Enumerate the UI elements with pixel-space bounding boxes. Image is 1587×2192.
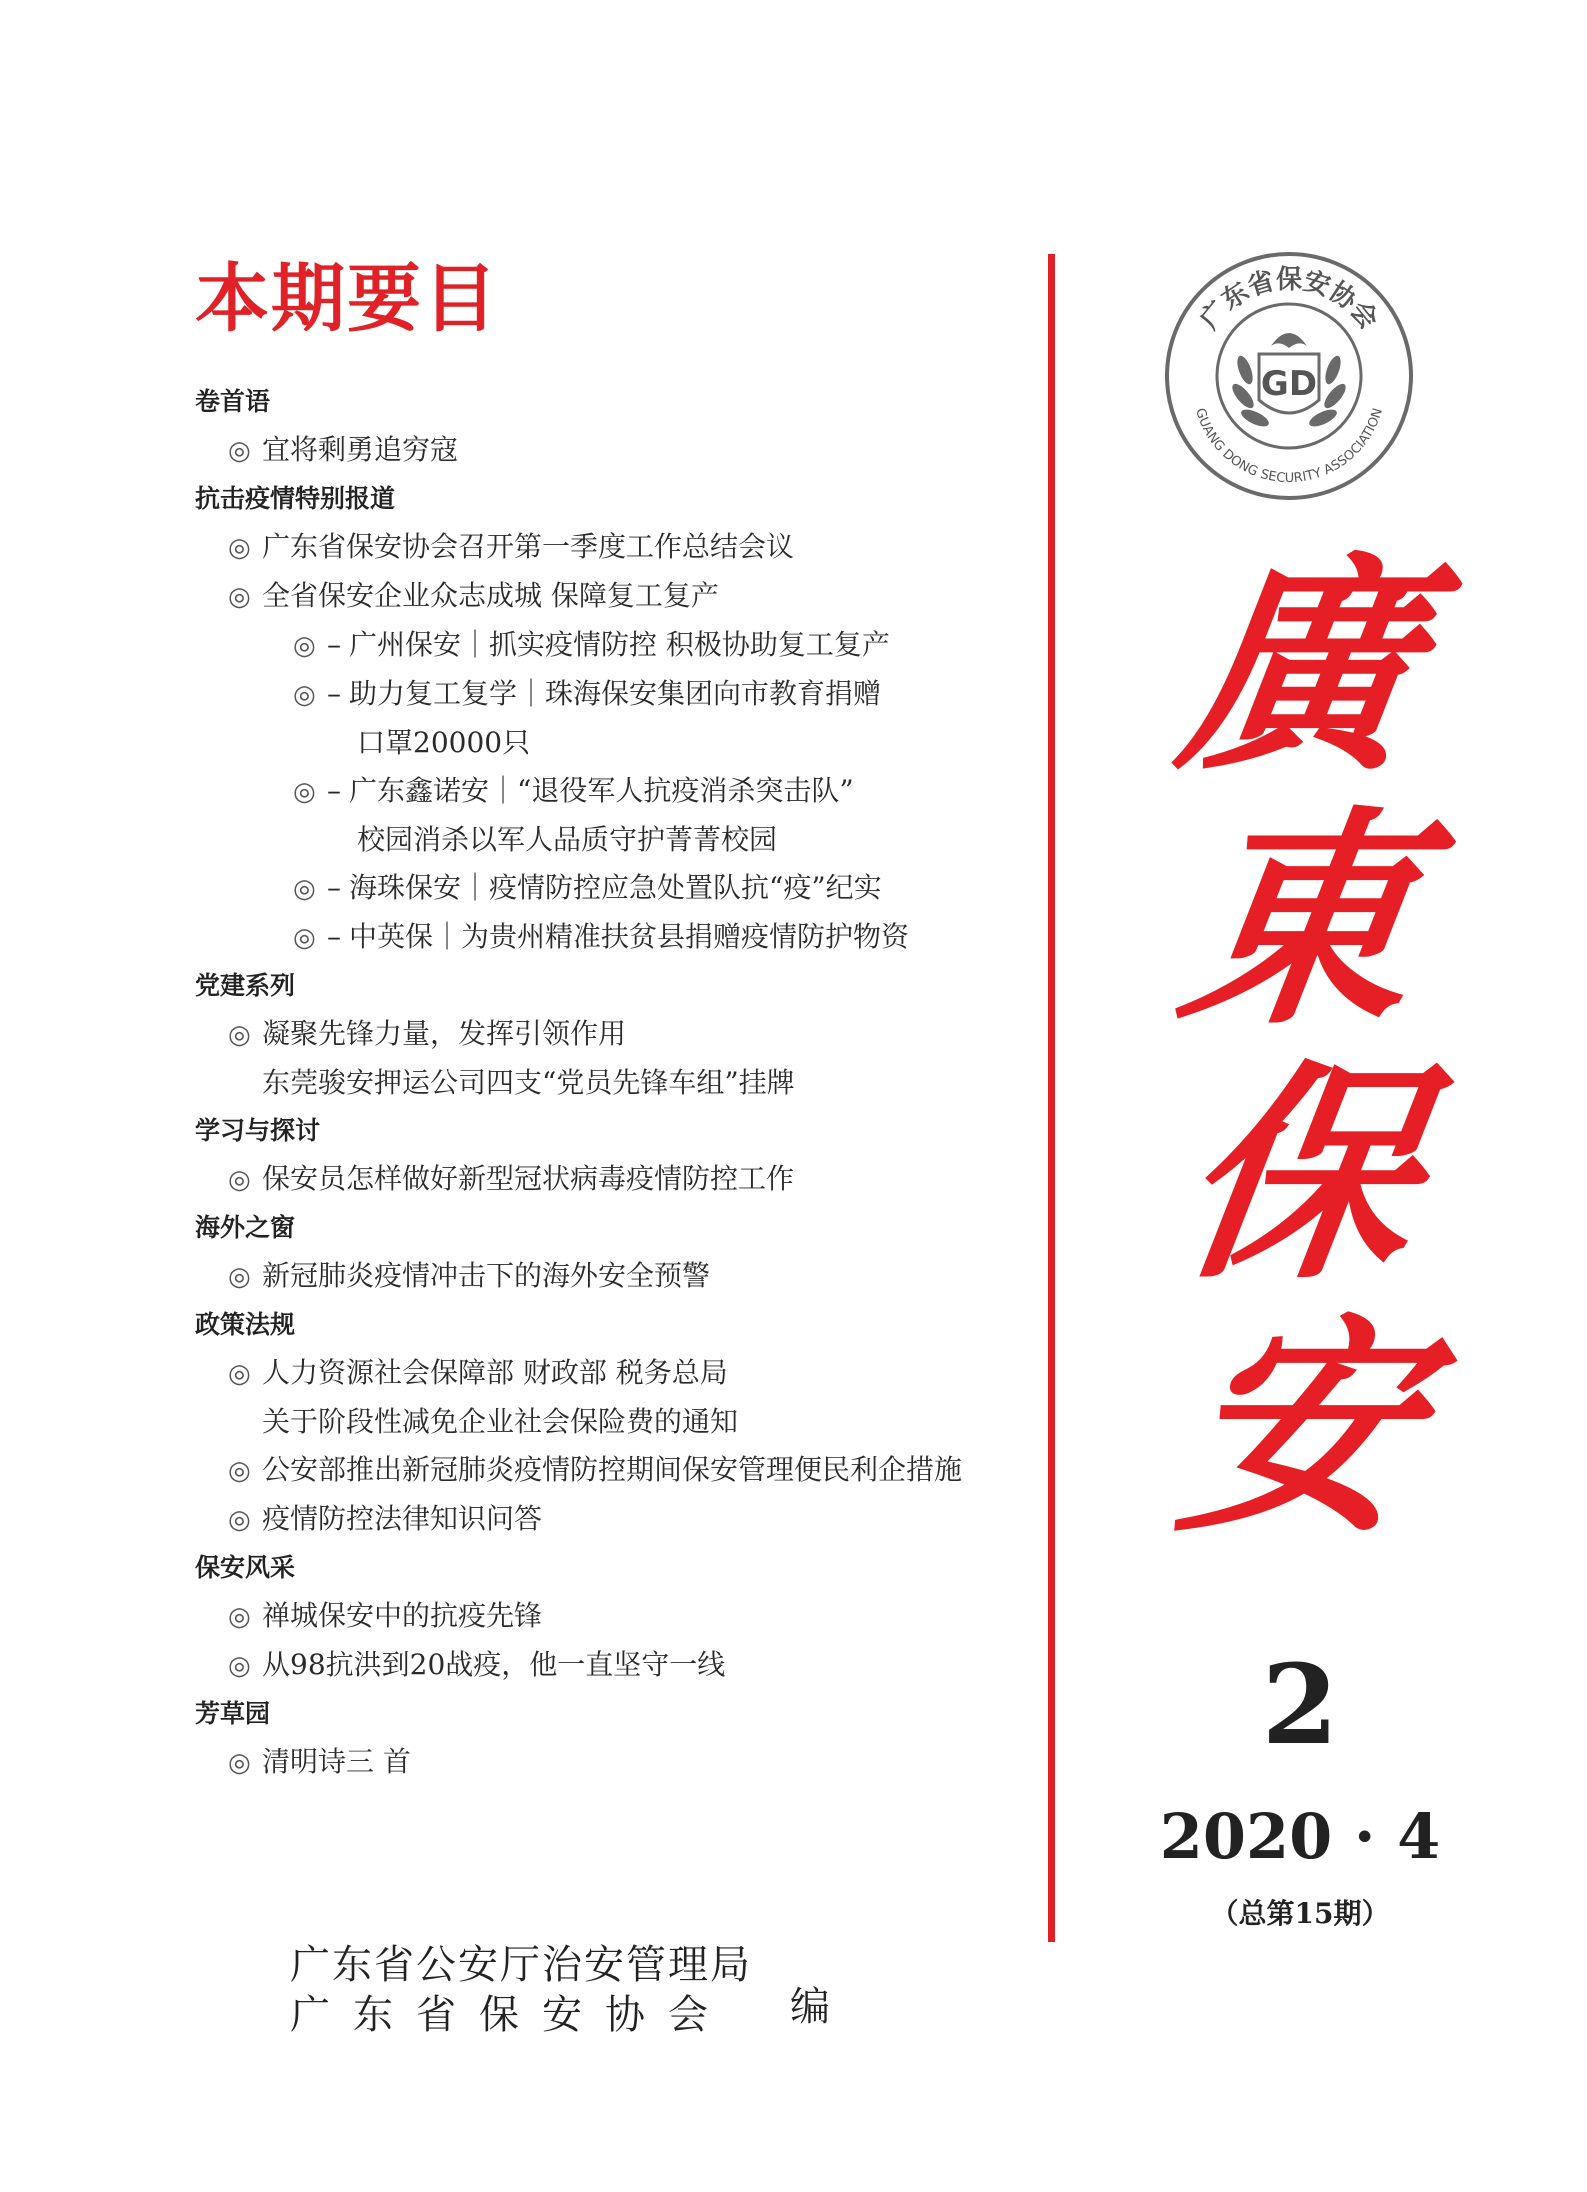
bullet-circle-icon: ◎ [293, 631, 316, 661]
toc-section-title: 保安风采 [195, 1553, 296, 1582]
association-logo [1163, 250, 1415, 502]
toc-section-title: 芳草园 [195, 1699, 271, 1728]
title-char: 保 [1166, 1040, 1434, 1310]
magazine-title [1150, 532, 1450, 1564]
issue-date: 2020 · 4 [1159, 1800, 1441, 1873]
dash-icon: – [327, 871, 341, 904]
editor-line-2: 广东省保安协会 [290, 1992, 731, 2038]
logo-name-en: GUANG DONG SECURITY ASSOCIATION [1192, 406, 1386, 487]
toc-item[interactable] [195, 1155, 1055, 1204]
bullet-circle-icon: ◎ [228, 1602, 251, 1632]
editor-line-1: 广东省公安厅治安管理局 [290, 1942, 752, 1988]
bullet-circle-icon: ◎ [228, 582, 251, 612]
toc-item-continuation: 口罩20000只 [357, 726, 531, 759]
toc-item-text: 海珠保安｜疫情防控应急处置队抗“疫”纪实 [349, 871, 882, 904]
toc-item-text: 人力资源社会保障部 财政部 税务总局 [262, 1356, 728, 1389]
bullet-circle-icon: ◎ [228, 1165, 251, 1195]
toc-heading: 本期要目 [195, 256, 499, 342]
toc-section-title: 党建系列 [195, 971, 296, 1000]
red-divider [1048, 254, 1055, 1942]
bullet-circle-icon: ◎ [228, 436, 251, 466]
logo-name-cn: 广东省保安协会 [1194, 265, 1384, 336]
editors [290, 1940, 752, 2040]
toc-item-text: 广东鑫诺安｜“退役军人抗疫消杀突击队” [349, 774, 854, 807]
toc-section-title: 海外之窗 [195, 1213, 296, 1242]
toc-item-text: 保安员怎样做好新型冠状病毒疫情防控工作 [262, 1162, 795, 1195]
toc-item-text: 新冠肺炎疫情冲击下的海外安全预警 [262, 1259, 711, 1292]
toc-item-text: 广州保安｜抓实疫情防控 积极协助复工复产 [349, 628, 890, 661]
toc-item-text: 助力复工复学｜珠海保安集团向市教育捐赠 [349, 677, 882, 710]
toc-item-continuation: 东莞骏安押运公司四支“党员先锋车组”挂牌 [262, 1066, 795, 1099]
title-char: 廣 [1166, 532, 1434, 802]
bullet-circle-icon: ◎ [228, 1020, 251, 1050]
title-char: 東 [1166, 786, 1434, 1056]
toc-item[interactable] [195, 1738, 1055, 1787]
table-of-contents [195, 378, 1055, 1787]
dash-icon: – [327, 677, 341, 710]
bullet-circle-icon: ◎ [228, 1262, 251, 1292]
toc-item[interactable] [195, 767, 1055, 816]
toc-item[interactable] [195, 1495, 1055, 1544]
bullet-circle-icon: ◎ [228, 533, 251, 563]
toc-item-text: 全省保安企业众志成城 保障复工复产 [262, 579, 719, 612]
toc-item-text: 清明诗三 首 [262, 1745, 411, 1778]
toc-item-text: 禅城保安中的抗疫先锋 [262, 1599, 543, 1632]
edit-word: 编 [790, 1984, 830, 2030]
toc-item-text: 疫情防控法律知识问答 [262, 1502, 543, 1535]
bullet-circle-icon: ◎ [228, 1359, 251, 1389]
toc-item[interactable] [195, 670, 1055, 719]
bullet-circle-icon: ◎ [228, 1505, 251, 1535]
bullet-circle-icon: ◎ [228, 1456, 251, 1486]
toc-item[interactable] [195, 621, 1055, 670]
bullet-circle-icon: ◎ [228, 1651, 251, 1681]
bullet-circle-icon: ◎ [293, 923, 316, 953]
toc-item-continuation: 校园消杀以军人品质守护菁菁校园 [357, 823, 778, 856]
toc-item[interactable] [195, 913, 1055, 962]
toc-item-text: 从98抗洪到20战疫，他一直坚守一线 [262, 1648, 726, 1681]
toc-item-text: 凝聚先锋力量，发挥引领作用 [262, 1017, 627, 1050]
toc-item[interactable] [195, 572, 1055, 621]
dash-icon: – [327, 920, 341, 953]
bullet-circle-icon: ◎ [228, 1748, 251, 1778]
toc-item-text: 中英保｜为贵州精准扶贫县捐赠疫情防护物资 [349, 920, 910, 953]
bullet-circle-icon: ◎ [293, 777, 316, 807]
bullet-circle-icon: ◎ [293, 874, 316, 904]
toc-section-title: 抗击疫情特别报道 [195, 484, 396, 513]
toc-item[interactable] [195, 426, 1055, 475]
issue-total: （总第15期） [1210, 1897, 1390, 1930]
toc-item-text: 宜将剩勇追穷寇 [262, 433, 459, 466]
dash-icon: – [327, 774, 341, 807]
toc-section-title: 学习与探讨 [195, 1116, 321, 1145]
toc-item-text: 广东省保安协会召开第一季度工作总结会议 [262, 530, 795, 563]
toc-item-text: 公安部推出新冠肺炎疫情防控期间保安管理便民利企措施 [262, 1453, 963, 1486]
toc-item[interactable] [195, 1010, 1055, 1059]
toc-item-continuation: 关于阶段性减免企业社会保险费的通知 [262, 1405, 739, 1438]
dash-icon: – [327, 628, 341, 661]
toc-section-title: 卷首语 [195, 387, 271, 416]
toc-item[interactable] [195, 1252, 1055, 1301]
toc-item[interactable] [195, 864, 1055, 913]
toc-item[interactable] [195, 1349, 1055, 1398]
toc-item[interactable] [195, 523, 1055, 572]
toc-item[interactable] [195, 1641, 1055, 1690]
logo-initials: GD [1260, 364, 1318, 404]
toc-item[interactable] [195, 1446, 1055, 1495]
toc-item[interactable] [195, 1592, 1055, 1641]
issue-number: 2 [1261, 1640, 1339, 1769]
title-char: 安 [1166, 1294, 1434, 1564]
bullet-circle-icon: ◎ [293, 680, 316, 710]
toc-section-title: 政策法规 [195, 1310, 296, 1339]
